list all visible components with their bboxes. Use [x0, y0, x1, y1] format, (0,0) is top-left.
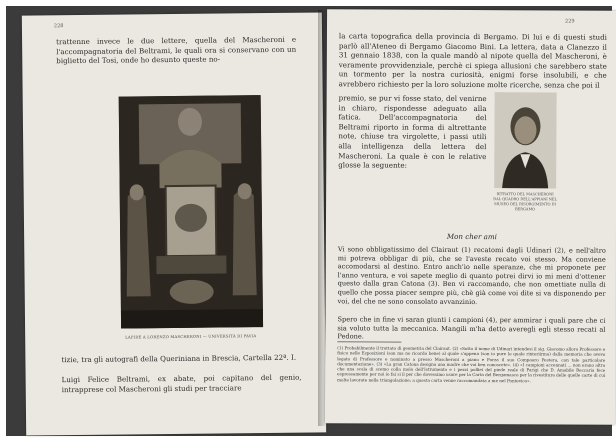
right-intro-top: la carta topografica della provincia di Bergamo. Di lui e di questi studi parlò all'Ateneo di Bergamo Giacomo Bini. La lettera, data a Clanezzo il 31 gennaio 1838, con la quale mandò al nipote quella del Mascheroni, è veramente provvidenziale, perchè ci spiega allusioni che sarebbero state un tormento per la nostra curiosità, enigmi forse insolubili, e che avrebbero richiesto per la loro soluzione molte ricerche, senza che poi il [338, 31, 607, 90]
left-top-paragraph: trattenne invece le due lettere, quella del Mascheroni e l'accompagnatoria del Beltrami, le quali ora si conservano con un biglietto del Tosi, onde ho desunto queste no- [56, 34, 297, 66]
portrait-photo [494, 92, 557, 188]
monument-illustration [119, 95, 263, 328]
monument-photo [119, 95, 263, 328]
monument-caption: LAPIDE A LORENZO MASCHERONI — UNIVERSITÀ DI PAVIA [125, 333, 257, 340]
page-number-right: 229 [565, 18, 575, 25]
footnote-rule [337, 341, 401, 342]
letter-paragraph-2: Spero che in fine vi saran giunti i campioni (4), per ammirar i quali pare che ci sia voluto tutta la meccanica. Mangili m'ha detto averegli egli stesso recati al Pedone. [337, 315, 606, 341]
right-page [325, 9, 616, 425]
portrait-caption: RITRATTO DEL MASCHERONI DAL QUADRO DELL'APPIANI NEL MUSEO DEL RISORGIMENTO DI BERGAMO [493, 192, 557, 212]
footnotes: (1) Probabilmente il trattato di geometria del Clairaut. (2) «Sotto il nome di Udinari intendesi il sig. Giacomo allora Professore e fisico nelle Esposizioni (son ma no ricordo bene) al quale s'appena (son io pure le quale rinteriirma) dalla memoria che avevo legato di Professore e nominato a presso Mascheroni a piano e Forza il suo Compaoro Pestera, con tale particolare documentazione». (3) «La gran Catona designa una madre che voi ben conoscete». (4) «I campioni accennati ... non erano altro che una scala di scemo colla mola dell'Istrumento e i pezzi polliei del piede reale di Parigi che D. Amabile Beccaria fece espressamente per noi io fai si il per che dovessimo usare per la Carta del Bergamasco per la rivestitura delle quelle carte di cui molte lavorate nella triangolazione; a questa carta venne raccomandata a me nel Pontevico». [337, 345, 606, 384]
left-bottom-paragraph-2: Luigi Felice Beltrami, ex abate, poi capitano del genio, intrapprese col Mascheroni gli studi per tracciare [61, 372, 302, 394]
letter-salutation: Mon cher ami [446, 231, 497, 242]
letter-paragraph-1: Vi sono obbligatissimo del Clairaut (1) recatomi dagli Udinari (2), e nell'altro mi potreva obbligar di più, che se l'aveste recato voi stesso. Ma conviene accomodarsi al destino. Entro anch'io nelle speranze, che mi proponete per l'anno ventura, e voi sapete meglio di quanto potrei dirvi io mi meni d'ottener questo dalla gran Catona (3). Ben vi raccomando, che non omettiate nulla di quello che possa piacer sempre più, chè già come voi dite si va disponendo per voi, del che ne sono consolato avvanzinio. [337, 245, 606, 306]
right-intro-column: premio, se pur vi fosse stato, del venirne in chiaro, rispondesse adeguato alla fatica. Dell'accompagnatoria del Beltrami riporto in forma di altrettante note, chiuse tra virgolette, i passi utili alla intelligenza della lettera del Mascheroni. La quale è con le relative glosse la seguente: [338, 93, 487, 170]
portrait-illustration [494, 92, 557, 188]
page-number-left: 228 [53, 23, 64, 30]
left-page [22, 12, 326, 435]
left-bottom-paragraph: tizie, tra gli autografi della Queriniana in Brescia, Cartella 22ª. I. [61, 352, 297, 365]
